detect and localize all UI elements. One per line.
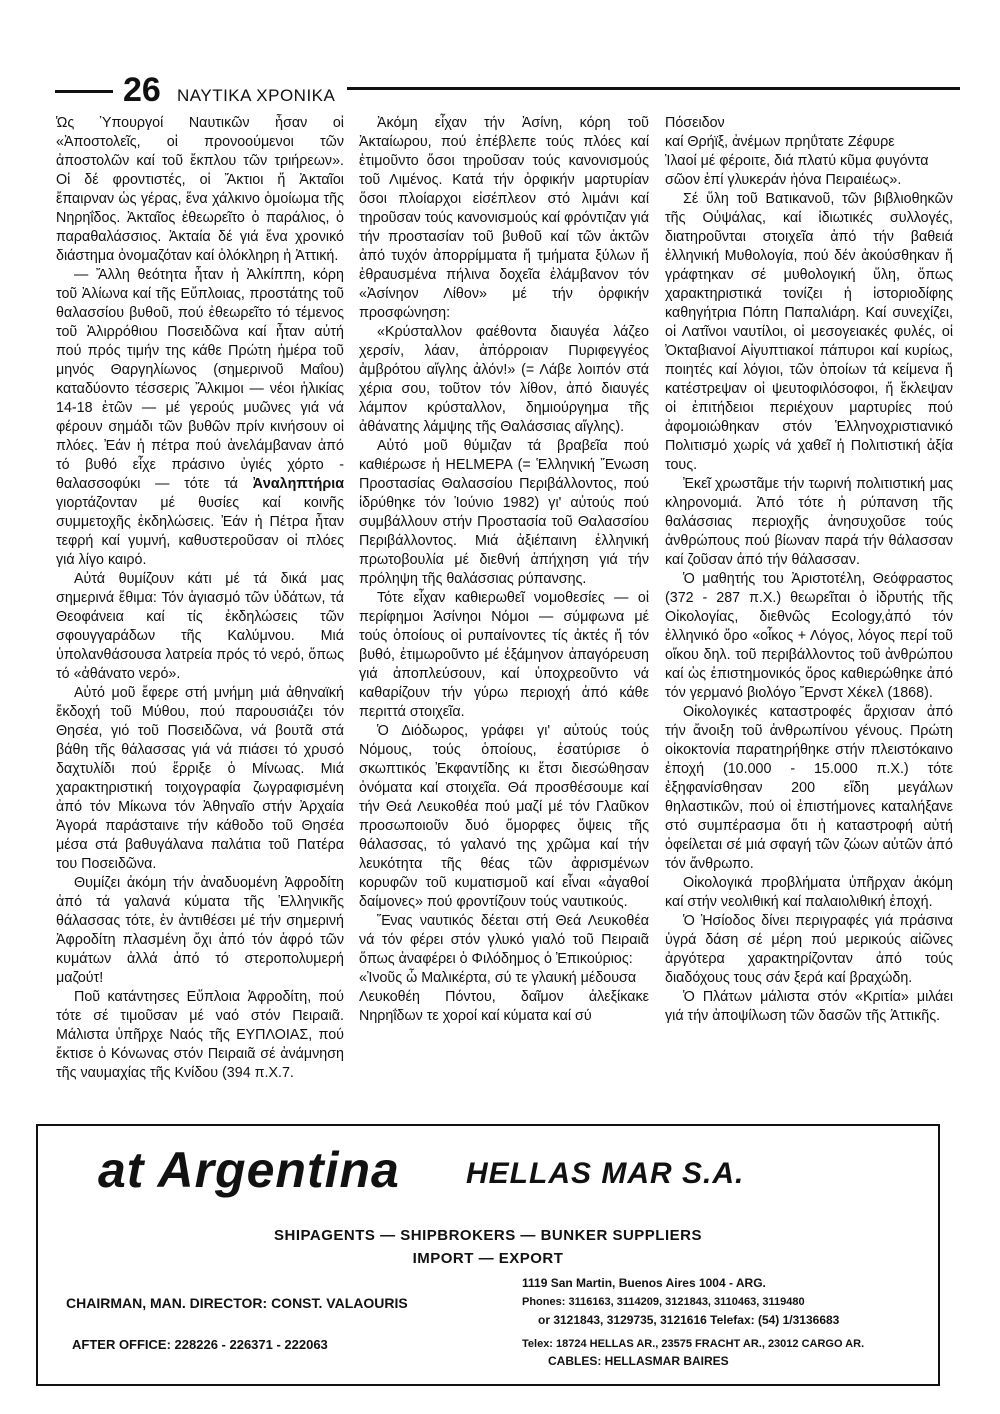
paragraph-text: Αὐτά θυμίζουν κάτι μέ τά δικά μας σημερινά ἔθιμα: Τόν ἁγιασμό τῶν ὑδάτων, τά Θεοφάνεια καί τίς ἐκδηλώσεις τῶν σφουγγαράδων τῆς Καλύμνου. Μιά ὑπολανθάσουσα λατρεία πρός τό νερό, ὅπως τό «ἀθάνατο νερό». [56, 571, 344, 682]
ad-address: 1119 San Martin, Buenos Aires 1004 - ARG. [522, 1276, 766, 1290]
paragraph-text: Ἀκόμη εἶχαν τήν Ἀσίνη, κόρη τοῦ Ἀκταίωρου, πού ἐπέβλεπε τούς πλόες καί ἐτιμοῦντο ὅσοι τηροῦσαν τούς κανονισμούς τοῦ Λιμένος. Κατά τήν ὀρφικήν μαρτυρίαν ὅσοι πλοίαρχοι εἰσέπλεον στό λιμάνι καί τηροῦσαν τούς κανονισμούς καί φρόντιζαν γιά τήν προστασίαν τοῦ βυθοῦ καί τῶν ἀκτῶν ἀπό τυχόν ἀπορρίμματα ἤ τμήματα ξύλων ἤ ἐθραυσμένα πήλινα δοχεῖα ἐλάμβανον τόν «Ἀσίνηον Λίθον» μέ τήν ὀρφικήν προσφώνηση: [359, 115, 649, 321]
ad-chairman: CHAIRMAN, MAN. DIRECTOR: CONST. VALAOURIS [66, 1295, 408, 1311]
paragraph [665, 988, 953, 1026]
ad-phones: Phones: 3116163, 3114209, 3121843, 3110463, 3119480 [522, 1296, 805, 1308]
bold-term: Ἀναληπτήρια [252, 476, 344, 492]
paragraph [56, 114, 344, 266]
ad-services: SHIPAGENTS — SHIPBROKERS — BUNKER SUPPLIERS [274, 1227, 702, 1244]
paragraph [359, 988, 649, 1026]
paragraph-text: Ὡς Ὑπουργοί Ναυτικῶν ἦσαν οἱ «Ἀποστολεῖς, οἱ προνοούμενοι τῶν ἀποστολῶν καί τοῦ ἔκπλου τῶν τριήρεων». Οἱ δέ φροντιστές, οἱ Ἄκτιοι ἤ Ἀκταῖοι ἔπαιρναν ὡς γέρας, ἕνα χάλκινο ὁμοίωμα τῆς Νηρηΐδος. Ἀκταῖος ἐθεωρεῖτο ὁ παράλιος, ὁ παραθαλάσσιος. Ἀκταία δέ γιά ἕνα χρονικό διάστημα ὀνομαζόταν καί ὁλόκληρη ἡ Ἀττική. [56, 115, 344, 264]
page-number: 26 [123, 71, 161, 109]
ad-trade: IMPORT — EXPORT [412, 1250, 564, 1267]
ad-company-name: HELLAS MAR S.A. [466, 1157, 745, 1190]
paragraph [56, 684, 344, 874]
paragraph-text: Σέ ὕλη τοῦ Βατικανοῦ, τῶν βιβλιοθηκῶν τῆς Οὐψάλας, καί ἰδιωτικές συλλογές, διατηροῦνται στοιχεῖα ἀπό τήν βαθειά ἑλληνική Μυθολογία, πού δέν ἀκούσθηκαν ἤ γράφτηκαν σέ μυθολογική ὕλη, ὅπως χαρακτηριστικά τονίζει ἡ ἱστοριοδίφης καθηγήτρια Πόπη Παπαλιάρη. Καί συνεχίζει, οἱ Λατῖνοι ναυτίλοι, οἱ μεσογειακές φυλές, οἱ Ὀκταβιανοί Αἰγυπτιακοί πάπυροι καί κυρίως, ποιητές καί λόγιοι, τῶν ὁποίων τά κείμενα ἤ κατέστρεψαν οἱ ψευτοφιλόσοφοι, ἤ ἔκλεψαν οἱ ἐπιτήδειοι περιέχουν μαρτυρίες πού ἀφομοιώθηκαν στόν Ἑλληνοχριστιανικό Πολιτισμό χωρίς νά χαθεῖ ἡ Πολιτιστική ἀξία τους. [665, 191, 953, 473]
paragraph [665, 190, 953, 475]
article-column-3 [665, 114, 953, 1026]
paragraph-text: Ὁ μαθητής του Ἀριστοτέλη, Θεόφραστος (372 - 287 π.Χ.) θεωρεῖται ὁ ἱδρυτής τῆς Οἰκολογίας, διεθνῶς Ecology,ἀπό τόν ἑλληνικό ὅρο «οἶκος + Λόγος, λόγος περί τοῦ οἴκου δηλ. τοῦ περιβάλλοντος τοῦ ἀνθρώπου καί ὡς ἐπιστημονικός ὅρος καθιερώθηκε ἀπό τόν γερμανό βιολόγο Ἔρνστ Χέκελ (1868). [665, 571, 953, 701]
ad-brand: at Argentina [98, 1142, 400, 1198]
paragraph-text: «Κρύσταλλον φαέθοντα διαυγέα λάζεο χερσίν, λάαν, ἀπόρροιαν Πυριφεγγέος ἀμβρότου αἴγλης ἀλόν!» (= Λάβε λοιπόν στά χέρια σου, τοῦτον τόν λίθον, ἀπό διαυγές λάμπον κρύσταλλον, δημιούργημα τῆς ἀθάνατης λάμψης τῆς Θαλάσσιας αἴγλης). [359, 324, 649, 435]
paragraph-text: Ὁ Πλάτων μάλιστα στόν «Κριτία» μιλάει γιά τήν ἀποψίλωση τῶν δασῶν τῆς Ἀττικῆς. [665, 989, 953, 1024]
paragraph [56, 570, 344, 684]
paragraph [665, 133, 953, 152]
page-header [55, 72, 960, 112]
paragraph-text: Αὐτό μοῦ θύμιζαν τά βραβεῖα πού καθιέρωσε ἡ HELMEPA (= Ἑλληνική Ἔνωση Προστασίας Θαλασσίου Περιβάλλοντος, πού ἱδρύθηκε τόν Ἰούνιο 1982) γι' αὐτούς πού συμβάλλουν στήν Προστασία τοῦ Θαλασσίου Περιβάλλοντος. Μιά ἀξιέπαινη ἑλληνική πρωτοβουλία μέ διεθνή ἀπήχηση γιά τήν πρόληψη τῆς θαλάσσιας ρύπανσης. [359, 438, 649, 587]
paragraph-text: Οἰκολογικά προβλήματα ὑπῆρχαν ἀκόμη καί στήν νεολιθική καί παλαιολιθική ἐποχή. [665, 875, 953, 910]
paragraph [359, 437, 649, 589]
paragraph [56, 266, 344, 570]
publication-title: ΝΑΥΤΙΚΑ ΧΡΟΝΙΚΑ [177, 86, 336, 105]
advertisement-box [36, 1124, 940, 1386]
paragraph [665, 874, 953, 912]
paragraph-text: γιορτάζονταν μέ θυσίες καί κοινῆς συμμετοχῆς ἐκδηλώσεις. Ἐάν ἡ Πέτρα ἦταν τεφρή καί γυμνή, καθυστεροῦσαν οἱ πλόες γιά λίγο καιρό. [56, 495, 344, 568]
ad-after-office: AFTER OFFICE: 228226 - 226371 - 222063 [72, 1337, 328, 1352]
paragraph [359, 323, 649, 437]
paragraph-text: καί Θρήϊξ, ἀνέμων πρηΰτατε Ζέφυρε [665, 134, 895, 150]
paragraph [665, 570, 953, 703]
paragraph-text: σῶον ἐπί γλυκεράν ἠόνα Πειραιέως». [665, 172, 902, 188]
paragraph-text: Ὁ Διόδωρος, γράφει γι' αὐτούς τούς Νόμους, τούς ὁποίους, ἐσατύρισε ὁ σκωπτικός Ἐκφαντίδης κι ἔτσι διεσώθησαν ὀνόματα καί στοιχεῖα. Θά προσθέσουμε καί τήν Θεά Λευκοθέα πού μαζί μέ τόν Γλαῦκον προσωποιοῦν δυό ὄμορφες ὄψεις τῆς θάλασσας, τό γαλανό της χρῶμα καί τήν λευκότητα τῆς θέας τῶν ἀφρισμένων κορυφῶν τοῦ κυματισμοῦ καί εἶναι «ἀγαθοί δαίμονες» πού φροντίζουν τούς ναυτικούς. [359, 723, 649, 910]
paragraph-text: «Ἰνοῦς ὦ Μαλικέρτα, σύ τε γλαυκή μέδουσα [359, 970, 637, 986]
article-column-2 [359, 114, 649, 1026]
ad-phones-more: or 3121843, 3129735, 3121616 Telefax: (54) 1/3136683 [538, 1313, 840, 1327]
paragraph [665, 912, 953, 988]
header-rule-right [347, 87, 960, 90]
paragraph [665, 114, 953, 133]
paragraph-text: Τότε εἶχαν καθιερωθεῖ νομοθεσίες — οἱ περίφημοι Ἀσίνηοι Νόμοι — σύμφωνα μέ τούς ὁποίους οἱ ρυπαίνοντες τίς ἀκτές ἤ τόν βυθό, ἐτιμωροῦντο μέ ἑξάμηνον ἀπαγόρευση γιά ἀποπλεύσουν, καί ὑποχρεοῦντο νά καθαρίζουν τήν γύρω περιοχή ἀπό κάθε περιττά στοιχεῖα. [359, 590, 649, 720]
paragraph-text: Ὁ Ἡσίοδος δίνει περιγραφές γιά πράσινα ὑγρά δάση σέ μέρη πού μερικούς αἰῶνες ἀργότερα χαρακτηρίζονταν ἀπό τούς διαδόχους τους σάν ξερά καί βραχώδη. [665, 913, 953, 986]
paragraph [665, 171, 953, 190]
paragraph-text: Ἕνας ναυτικός δέεται στή Θεά Λευκοθέα νά τόν φέρει στόν γλυκό γιαλό τοῦ Πειραιᾶ ὅπως ἀναφέρει ὁ Φιλόδημος ὁ Ἐπικούριος: [359, 913, 649, 967]
paragraph [665, 152, 953, 171]
paragraph [665, 703, 953, 874]
paragraph [56, 988, 344, 1083]
paragraph-text: Ποῦ κατάντησες Εὔπλοια Ἀφροδίτη, πού τότε σέ τιμοῦσαν μέ ναό στόν Πειραιᾶ. Μάλιστα ὑπῆρχε Ναός τῆς ΕΥΠΛΟΙΑΣ, πού ἔκτισε ὁ Κόνωνας στόν Πειραιᾶ σέ ἀνάμνηση τῆς ναυμαχίας τῆς Κνίδου (394 π.Χ.7. [56, 989, 344, 1081]
paragraph [359, 589, 649, 722]
paragraph [359, 722, 649, 912]
paragraph-text: Ἐκεῖ χρωστᾶμε τήν τωρινή πολιτιστική μας κληρονομιά. Ἀπό τότε ἡ ρύπανση τῆς θαλάσσιας περιοχῆς ἀνησυχοῦσε τούς ἀνθρώπους πού βίωναν παρά τήν θάλασσαν καί ζοῦσαν ἀπό τήν θάλασσαν. [665, 476, 953, 568]
ad-cables: CABLES: HELLASMAR BAIRES [548, 1354, 729, 1368]
paragraph-text: — Ἄλλη θεότητα ἦταν ἡ Ἀλκίππη, κόρη τοῦ Ἀλίωνα καί τῆς Εὔπλοιας, προστάτης τοῦ θαλασσίου βυθοῦ, πού ἐθεωρεῖτο τό τέμενος τοῦ Ἀλιρρόθιου Ποσειδῶνα καί ἦταν αὐτή πού πρός τιμήν της κάθε Πρώτη ἡμέρα τοῦ μηνός Θαργηλίωνος (σημερινοῦ Μαΐου) καταδύοντο τέσσερις Ἄλκιμοι — νέοι ἡλικίας 14-18 ἐτῶν — μέ γερούς μυῶνες γιά νά φέρουν σημάδι τῶν βυθῶν πρίν κινήσουν οἱ πλόες. Ἐάν ἡ πέτρα πού ἀνελάμβαναν ἀπό τό βυθό εἶχε πράσινο ὑγιές χόρτο - θαλασσοφύκι — τότε τά [56, 267, 344, 492]
paragraph [665, 475, 953, 570]
paragraph [359, 969, 649, 988]
paragraph-text: Λευκοθέη Πόντου, δαῖμον ἀλεξίκακε Νηρηΐδων τε χοροί καί κύματα καί σύ [359, 989, 649, 1024]
article-column-1 [56, 114, 344, 1083]
ad-telex: Telex: 18724 HELLAS AR., 23575 FRACHT AR., 23012 CARGO AR. [522, 1338, 865, 1350]
paragraph-text: Οἰκολογικές καταστροφές ἄρχισαν ἀπό τήν ἄνοιξη τοῦ ἀνθρωπίνου γένους. Πρώτη οἰκοκτονία παρατηρήθηκε στήν πλειστόκαινο ἐποχή (10.000 - 15.000 π.Χ.) τότε ἐξηφανίσθησαν 200 εἴδη μεγάλων θηλαστικῶν, πού οἱ ἐπιστήμονες καταλήξανε στό συμπέρασμα ὅτι ἡ καταστροφή αὐτή ὀφείλεται σέ μιά σφαγή τῶν ζώων αὐτῶν ἀπό τόν ἄνθρωπο. [665, 704, 953, 872]
paragraph-text: Ἱλαοί μέ φέροιτε, διά πλατύ κῦμα φυγόντα [665, 153, 929, 169]
paragraph [359, 114, 649, 323]
paragraph-text: Αὐτό μοῦ ἔφερε στή μνήμη μιά ἀθηναϊκή ἔκδοχή τοῦ Μύθου, πού παρουσιάζει τόν Θησέα, γιό τοῦ Ποσειδῶνα, νά βουτᾶ στά βάθη τῆς θάλασσας γιά νά πιάσει τό χρυσό δαχτυλίδι πού ἔρριξε ὁ Μίνωας. Μιά χαρακτηριστική τοιχογραφία ζωγραφισμένη ἀπό τόν Μίκωνα τόν Ἀθηναῖο στήν Ἀρχαία Ἀγορά παράσταινε τήν κάθοδο τοῦ Θησέα μέσα στά βαθυγάλανα παλάτια τοῦ Πατέρα του Ποσειδῶνα. [56, 685, 344, 872]
header-rule-left [55, 90, 113, 93]
paragraph-text: Πόσειδον [665, 115, 725, 131]
paragraph [56, 874, 344, 988]
paragraph [359, 912, 649, 969]
paragraph-text: Θυμίζει ἀκόμη τήν ἀναδυομένη Ἀφροδίτη ἀπό τά γαλανά κύματα τῆς Ἑλληνικῆς θάλασσας τότε, ἐν ἀντιθέσει μέ τήν σημερινή Ἀφροδίτη πλασμένη ὄχι ἀπό τόν ἀφρό τῶν κυμάτων ἀλλά ἀπό τό στεροπολυμερή μαζούτ! [56, 875, 344, 986]
